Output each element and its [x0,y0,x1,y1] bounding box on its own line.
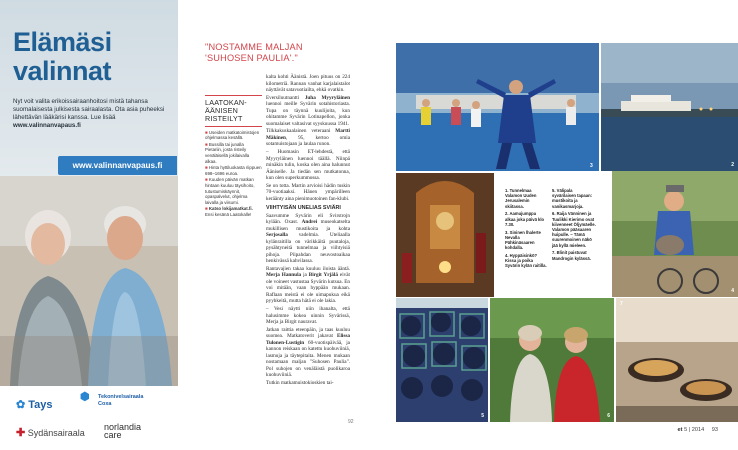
photo-number: 7 [620,301,623,307]
caption [552,211,596,247]
sidebar-tip [205,206,262,217]
women-illustration [490,298,614,422]
text-run: Jatkan raittia eteenpäin, ja taas kuuluu suomea. Matkatoverit jakavat [266,326,350,340]
ad-body-text [13,98,173,130]
text-run: luennoi meille Syvärin sotahistoriasta. Tupa on täynnä kuulijoita, kun ohitamme Syvärin Lotinapellon, jonka suomalaiset valtasivat syyskuussa 1941. [266,101,350,127]
coxa-line2: Coxa [98,400,112,407]
page-footer [678,427,718,433]
page-number-left: 92 [348,419,354,425]
article-text-page [178,0,394,450]
sidebar-heading-line1: LAATOKAN- [205,98,247,107]
tays-logo-text: Tays [28,399,53,411]
photo-boy-and-cat [612,171,738,297]
article-paragraph: Tutkin matkamuistokioskien tai- [266,380,334,386]
exercise-illustration [396,43,599,171]
article-paragraph [266,95,350,128]
info-sidebar [205,93,262,219]
photo-number: 5 [481,413,484,419]
section-subheading: VIIHTYISÄN UNELIAS SVIÄRI [266,205,341,212]
bullet-icon: ■ [205,129,209,135]
ad-url-button[interactable]: www.valinnanvapaus.fi [58,156,177,175]
article-paragraph [266,327,350,379]
text-run: eivät ole voineet vastustaa Syvärin kutsua. En voi mitään, vaan hyppään mukaan. Raflaan meistä ei ole uimapukua eikä pyyhkeitä, mutta hätä ei ole lakia. [266,272,350,305]
person-name: Elissa Tulonen-Lustigin [266,333,350,346]
photo-blini [616,298,738,422]
caption-text: 4. Hyppäisinkö? Kissa ja poika Syvärin kylän raitilla. [505,253,547,269]
text-run: kalta kohti Äänistä. Joen pituus on 224 kilometriä. Rannan vanhat karjalaistalot näyttävät satavuotiailta, ehkä ovatkin. [266,74,350,93]
text-run: museokatselta mukillisen mustikoita ja kohta [266,219,351,232]
photo-river-evening [601,43,738,171]
person-name: Martti Mäkinen [266,128,350,141]
sidebar-item-text: Hinta hyttiluokasta riippuen 698–1696 euroa. [205,165,262,176]
sidebar-rule [205,126,262,127]
bullet-icon: ■ [205,141,209,147]
sidebar-item-text: Bussilla tai junalla Pietariin, josta risteily venäläisellä jokilaivalla alkaa. [205,141,250,164]
page-number-right: 93 [711,427,718,433]
caption-text: 3. Sininen lhalerte Nevalla Pähkinäsaaren kohdalla. [505,229,541,251]
article-column [266,74,350,388]
article-paragraph [266,74,350,94]
ad-title-line2: valinnat [13,56,112,86]
article-paragraph [266,128,350,148]
sidebar-heading-line2: ÄÄNISEN [205,106,238,116]
article-paragraph: – Huomasin ET-lehdestä, että Myyryläinen luennoi täällä. Niinpä minäkin tulin, koska olen aina halunnut Ääniselle. Ja tiedän sen mutkatonna, kun olen superkummossa. [266,149,350,182]
sidebar-item [205,130,262,141]
article-paragraph: – Vesi näytti niin ihanalta, että halusimme kokea uinnin Syvärissä, Merja ja Birgit nauravat. [266,306,350,326]
caption-text: 7. Blinit paistuvat Mandrogin kylässä. [552,250,591,261]
caption-text: 2. Aamujumppa alkaa joka päivä klo 7.30. [505,211,545,227]
ad-partner-logos [0,386,178,450]
text-run: Tilkkakuskaalainen veteraani [266,128,336,135]
sydansairaala-text: Sydänsairaala [27,428,85,438]
church-illustration [396,173,494,297]
river-illustration [601,43,738,171]
photo-number: 6 [607,413,610,419]
bullet-icon: ■ [205,206,209,212]
pull-quote-line1: "NOSTAMME MALJAN [205,42,303,52]
norlandia-line2: care [104,430,122,440]
bullet-icon: ■ [205,165,209,171]
norlandia-logo [104,423,141,439]
heart-cross-icon: ✚ [16,427,26,439]
blini-illustration [616,298,738,422]
sidebar-tip-rest: Ensi kesänä Laatokalle! [205,211,252,217]
sidebar-top-rule [205,95,262,96]
boy-cat-illustration [612,171,738,297]
person-name: Juha Myyryläinen [304,94,350,101]
caption-text: 5. Välipala syvärilaisen tapaan: mustikoita ja vanikasmarjoja. [552,188,593,209]
text-run: Rantavajien takaa kuuluu iloista ääntä. [266,265,350,272]
pull-quote [205,42,385,63]
issue-number: 5 | 2014 [684,427,705,433]
coxa-icon: ⬢ [80,391,90,403]
text-run: Saavumme Syvärin eli Svirstrojn kylään. Oxast. [266,212,350,226]
person-name: Andrei [301,219,318,226]
article-paragraph [266,213,350,265]
text-run: vadelmia. Uteliaalla kylänraitilla on värikkäitä puutaloja, pysähtyneitä tunnelmaa ja viihtyisiä pihoja. Piipahdan neuvostoaikaa henkivässä kahvilassa. [266,232,350,265]
sydansairaala-logo [16,426,85,439]
sidebar-item [205,142,262,164]
photo-page [394,0,738,450]
photo-church-interior [396,173,494,297]
sidebar-item-text: Kuuden päivän matkan hintaan kuuluu täysihoito, tutustumiskäynnit, opaspalvelut, ohjelma laivalla ja viisumi. [205,177,255,205]
sidebar-item-text: Useiden matkatoimistojen ohjelmassa kesällä. [205,129,260,141]
tays-logo [16,398,53,411]
norlandia-line1: norlandia [104,422,142,432]
photo-two-women [490,298,614,422]
caption [505,188,547,209]
sidebar-heading-line3: RISTEILYT [205,114,243,124]
couple-illustration [0,176,178,386]
captions-column-1 [505,188,547,271]
photo-number: 4 [731,288,734,294]
magazine-name: et [677,427,683,433]
person-name: Serjosalla [266,232,288,239]
ad-title-line1: Elämäsi [13,27,112,57]
caption [505,230,547,251]
text-run: Eversiluutnantti [266,94,305,101]
bullet-icon: ■ [205,177,209,183]
berries-illustration [396,298,488,422]
caption [505,253,547,269]
photo-number: 2 [731,162,734,168]
text-run: 60-vuotispäivää, ja kannon reiskaan on katettu kuohuviiniä, lasmuja ja täytepitaita. Menen mukaan nostamaan maljan "Suhosen Paulia". Pol suhojen on venäläistä puolikaroa kuohuviiniä. [266,339,350,379]
tays-icon: ✿ [16,399,26,411]
sidebar-item [205,165,262,176]
sidebar-heading [205,99,262,124]
ad-title [13,28,112,86]
person-name: Birgit Yrjälä [308,272,338,279]
caption-text: 6. Raija Vänninen ja Tuulikki Kierimo ovat kiivenneet Öljymäelle. Valamon pääsaaren huipulle. – Tämä suurenmoinen näkö jää kyllä mieleen. [552,211,596,248]
ad-body-link[interactable]: www.valinnanvapaus.fi [13,122,81,129]
person-name: Merja Hannula [266,272,302,279]
article-paragraph [266,266,350,305]
photo-number: 3 [590,163,593,169]
ad-body-main: Nyt voit valita erikoissairaanhoitosi mistä tahansa suomalaisesta julkisesta sairaalasta. Ota asia puheeksi lähettävän lääkärisi kanssa. Lue lisää [13,98,165,121]
caption-text: 1. Tunnelmaa Valamon Uuden Jerusalemin skiitassa. [505,188,537,209]
caption [552,250,596,260]
photo-berries [396,298,488,422]
pull-quote-line2: 'SUHOSEN PAULIA'." [205,52,298,63]
sidebar-tip-link[interactable]: Katso lokijamatkat.fi. [208,206,253,212]
caption [505,211,547,227]
ad-photo-elderly-couple [0,176,178,386]
text-run: , 95, kertoo omia sotamuistojaan ja laulaa runon. [266,134,350,148]
sidebar-item [205,177,262,205]
captions-column-2 [552,188,596,263]
photo-morning-exercise [396,43,599,171]
caption [552,188,596,209]
text-run: ja [301,272,309,279]
article-paragraph: Se on totta. Martin arvioisi hädin tuskin 70-vuotiaaksi. Hänen ympärilleen keräänty aina pienimuotoinen fan-klubi. [266,182,350,202]
coxa-line1: Tekonivelsairaala [98,394,144,400]
advertisement-panel [0,0,178,450]
coxa-logo [80,391,144,407]
